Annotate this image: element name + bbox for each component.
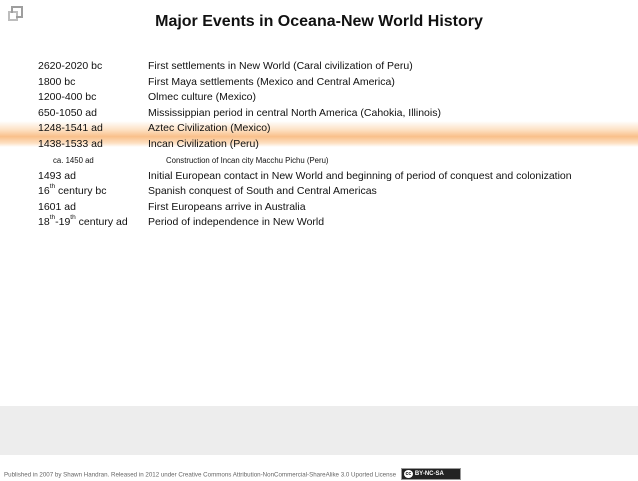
license-text: Published in 2007 by Shawn Handran. Released in 2012 under Creative Commons Attribution-NonCommercial-ShareAlike 3.0 Uported License (4, 471, 397, 479)
event-date (38, 184, 106, 200)
event-description: First settlements in New World (Caral civilization of Peru) (148, 60, 413, 72)
event-date: ca. 1450 ad (53, 155, 94, 165)
event-description: Incan Civilization (Peru) (148, 137, 259, 150)
event-description: Mississippian period in central North America (Cahokia, Illinois) (148, 106, 441, 119)
license-footer (4, 469, 461, 481)
creative-commons-badge-icon[interactable] (401, 468, 461, 480)
cc-logo-icon: cc (405, 471, 412, 477)
date-ordinal: th (70, 214, 76, 222)
event-date (38, 215, 128, 231)
event-date: 1438-1533 ad (38, 137, 103, 150)
date-ordinal: th (49, 214, 56, 222)
date-ordinal: th (49, 183, 56, 191)
event-description: First Europeans arrive in Australia (148, 200, 306, 213)
date-number: 18 (38, 216, 50, 229)
event-date: 2620-2020 bc (38, 60, 103, 72)
table-row (0, 137, 638, 153)
table-row (0, 121, 638, 137)
table-row-subevent (0, 153, 638, 169)
page-title: Major Events in Oceana-New World History (155, 13, 483, 30)
table-row (0, 90, 638, 106)
event-description: Period of independence in New World (148, 216, 325, 229)
event-description: Aztec Civilization (Mexico) (148, 122, 271, 135)
event-date: 1200-400 bc (38, 91, 97, 104)
event-description: Construction of Incan city Macchu Pichu (Peru) (166, 155, 329, 165)
event-date: 1800 bc (38, 75, 76, 88)
event-description: First Maya settlements (Mexico and Central America) (148, 75, 395, 88)
date-suffix: century ad (75, 216, 128, 229)
event-description: Spanish conquest of South and Central Americas (148, 185, 377, 198)
bottom-band (0, 406, 638, 455)
event-date: 1601 ad (38, 200, 76, 213)
date-number: 16 (38, 185, 50, 198)
event-date: 1493 ad (38, 169, 76, 182)
license-badge-label: BY-NC-SA (414, 471, 444, 477)
table-row (0, 215, 638, 231)
event-description: Olmec culture (Mexico) (148, 91, 256, 104)
event-date: 650-1050 ad (38, 106, 97, 119)
table-row (0, 184, 638, 200)
table-row (0, 200, 638, 216)
events-table (0, 59, 638, 231)
date-range-end: -19 (55, 216, 71, 229)
table-row (0, 169, 638, 185)
table-row (0, 106, 638, 122)
date-suffix: century bc (55, 185, 107, 198)
event-description: Initial European contact in New World and beginning of period of conquest and colonization (148, 169, 572, 182)
event-date: 1248-1541 ad (38, 122, 103, 135)
table-row (0, 59, 638, 75)
table-row (0, 75, 638, 91)
